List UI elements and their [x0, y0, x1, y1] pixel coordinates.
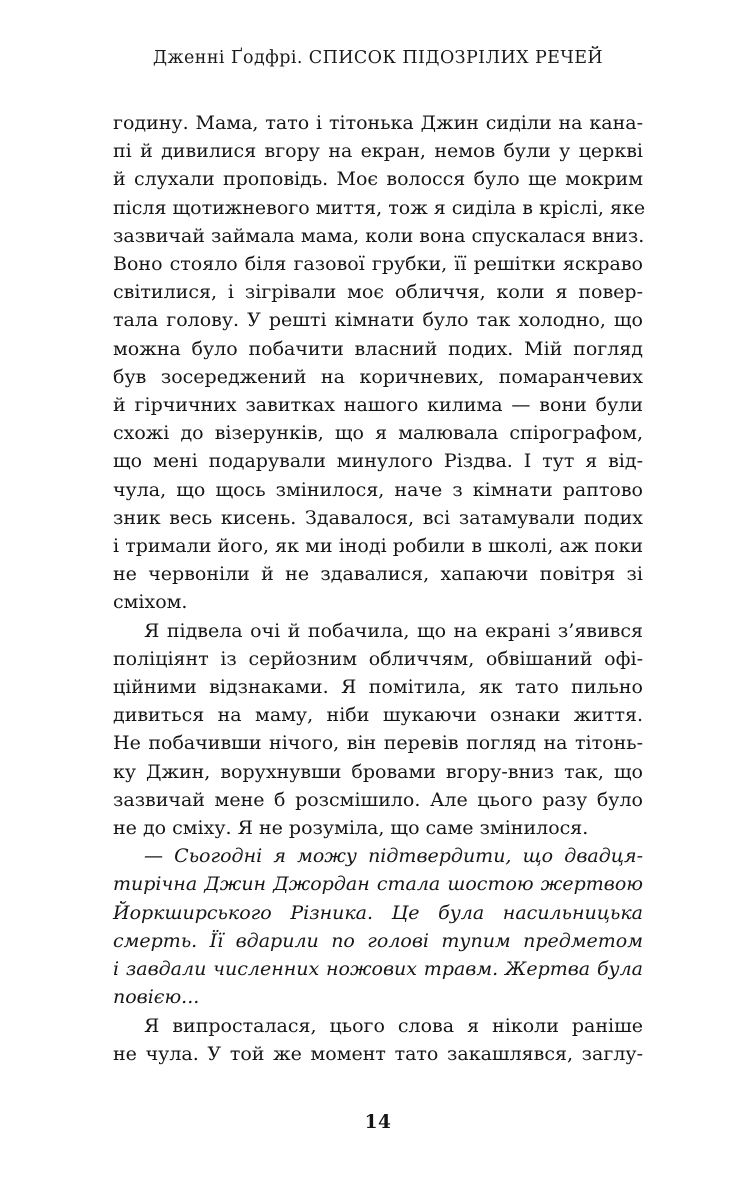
text-line: дивиться на маму, ніби шукаючи ознаки життя. — [113, 704, 643, 727]
running-header: Дженні Ґодфрі. СПИСОК ПІДОЗРІЛИХ РЕЧЕЙ — [152, 48, 604, 68]
text-line: зазвичай мене б розсмішило. Але цього разу було — [113, 788, 643, 811]
text-line: світилися, і зігрівали моє обличчя, коли я повер- — [113, 281, 643, 304]
text-line: й гірчичних завитках нашого килима — вони були — [113, 394, 643, 417]
text-line: тирічна Джин Джордан стала шостою жертвою — [113, 873, 643, 896]
text-line: сміхом. — [113, 591, 188, 614]
text-line: Не побачивши нічого, він перевів погляд на тітонь- — [113, 732, 643, 755]
text-line: смерть. Її вдарили по голові тупим предметом — [113, 929, 643, 952]
text-line: Воно стояло біля газової грубки, її решітки яскраво — [113, 253, 643, 276]
text-line: що мені подарували минулого Різдва. І тут я від- — [113, 450, 643, 473]
text-line: поліціянт із серйозним обличчям, обвішаний офі- — [113, 647, 643, 670]
text-line: після щотижневого миття, тож я сиділа в кріслі, яке — [113, 196, 646, 219]
text-line: не червоніли й не здавалися, хапаючи повітря зі — [113, 563, 643, 586]
text-line: зник весь кисень. Здавалося, всі затамували подих — [113, 506, 643, 529]
text-line: тала голову. У решті кімнати було так холодно, що — [113, 309, 643, 332]
text-line: пі й дивилися вгору на екран, немов були у церкві — [113, 140, 643, 163]
text-line: Йоркширського Різника. Це була насильницька — [113, 901, 643, 924]
text-line: чула, що щось змінилося, наче з кімнати раптово — [113, 478, 643, 501]
page-number: 14 — [364, 1112, 392, 1133]
text-line: не до сміху. Я не розуміла, що саме змінилося. — [113, 817, 589, 840]
text-line: і тримали його, як ми іноді робили в школі, аж поки — [113, 535, 643, 558]
text-line: і завдали численних ножових травм. Жертва була — [113, 958, 643, 981]
text-line: й слухали проповідь. Моє волосся було ще мокрим — [113, 168, 643, 191]
text-line: можна було побачити власний подих. Мій погляд — [113, 337, 643, 360]
text-line: зазвичай займала мама, коли вона спускалася вниз. — [113, 224, 645, 247]
text-line: ку Джин, ворухнувши бровами вгору-вниз так, що — [113, 760, 643, 783]
text-line: Я підвела очі й побачила, що на екрані з’явився — [144, 619, 643, 642]
text-line: не чула. У той же момент тато закашлявся, заглу- — [113, 1042, 643, 1065]
text-line: — Сьогодні я можу підтвердити, що двадця- — [144, 845, 643, 868]
text-line: годину. Мама, тато і тітонька Джин сиділи на кана- — [113, 112, 643, 134]
text-line: схожі до візерунків, що я малювала спірографом, — [113, 422, 643, 445]
text-line: був зосереджений на коричневих, помаранчевих — [113, 365, 643, 388]
text-line: Я випросталася, цього слова я ніколи раніше — [144, 1014, 643, 1037]
text-line: ційними відзнаками. Я помітила, як тато пильно — [113, 676, 643, 699]
text-body — [113, 109, 646, 1068]
text-line: повією... — [113, 986, 200, 1009]
